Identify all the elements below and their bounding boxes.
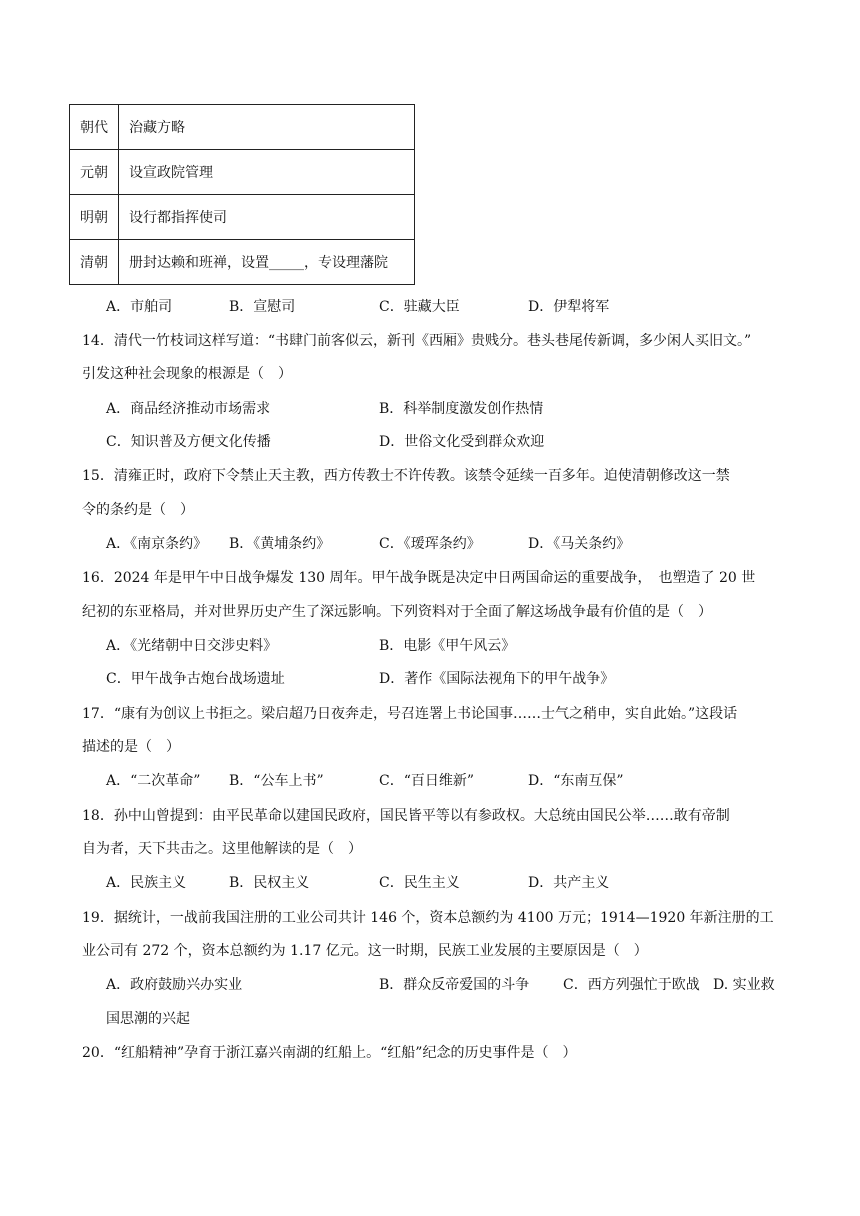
q18-stem-line: 自为者，天下共击之。这里他解读的是（ ） bbox=[82, 841, 362, 857]
q18-option-a[interactable]: A．民族主义 bbox=[106, 875, 187, 891]
q14-option-a[interactable]: A．商品经济推动市场需求 bbox=[106, 401, 271, 417]
table-cell: 设行都指挥使司 bbox=[119, 195, 415, 240]
q14-option-d[interactable]: D．世俗文化受到群众欢迎 bbox=[379, 434, 545, 450]
q17-stem-line: 17．“康有为创议上书拒之。梁启超乃日夜奔走，号召连署上书论国事……士气之稍申，实自此始。”这段话 bbox=[82, 706, 738, 722]
table-cell: 明朝 bbox=[70, 195, 119, 240]
q17-option-b[interactable]: B．“公车上书” bbox=[229, 773, 324, 789]
q19-option-d-continued[interactable]: 国思潮的兴起 bbox=[106, 1011, 190, 1027]
q17-option-a[interactable]: A．“二次革命” bbox=[106, 773, 201, 789]
table-row bbox=[70, 150, 415, 195]
q19-option-a[interactable]: A．政府鼓励兴办实业 bbox=[106, 977, 243, 993]
q15-option-c[interactable]: C．《瑷珲条约》 bbox=[379, 536, 481, 552]
q15-stem-line: 15．清雍正时，政府下令禁止天主教，西方传教士不许传教。该禁令延续一百多年。迫使清朝修改这一禁 bbox=[82, 468, 730, 484]
q17-stem-line: 描述的是（ ） bbox=[82, 739, 180, 755]
q19-option-c[interactable]: C．西方列强忙于欧战 bbox=[563, 977, 700, 993]
q17-option-d[interactable]: D．“东南互保” bbox=[528, 773, 624, 789]
q16-option-d[interactable]: D．著作《国际法视角下的甲午战争》 bbox=[379, 671, 615, 687]
q15-option-b[interactable]: B．《黄埔条约》 bbox=[229, 536, 331, 552]
dynasty-tibet-policy-table bbox=[69, 104, 415, 285]
table-row bbox=[70, 195, 415, 240]
q18-stem-line: 18．孙中山曾提到：由平民革命以建国民政府，国民皆平等以有参政权。大总统由国民公举……敢有帝制 bbox=[82, 808, 730, 824]
q13-option-c[interactable]: C．驻藏大臣 bbox=[379, 299, 460, 315]
table-row bbox=[70, 105, 415, 150]
q15-option-d[interactable]: D．《马关条约》 bbox=[528, 536, 631, 552]
table-row bbox=[70, 240, 415, 285]
table-cell: 朝代 bbox=[70, 105, 119, 150]
q16-option-c[interactable]: C．甲午战争古炮台战场遗址 bbox=[106, 671, 285, 687]
q17-option-c[interactable]: C．“百日维新” bbox=[379, 773, 475, 789]
q14-stem-line: 引发这种社会现象的根源是（ ） bbox=[82, 366, 292, 382]
table-cell: 元朝 bbox=[70, 150, 119, 195]
q16-stem-line: 16．2024 年是甲午中日战争爆发 130 周年。甲午战争既是决定中日两国命运的重要战争， 也塑造了 20 世 bbox=[82, 570, 756, 586]
q14-option-b[interactable]: B．科举制度激发创作热情 bbox=[379, 401, 544, 417]
table-cell: 治藏方略 bbox=[119, 105, 415, 150]
q16-option-b[interactable]: B．电影《甲午风云》 bbox=[379, 638, 516, 654]
q14-stem-line: 14．清代一竹枝词这样写道：“书肆门前客似云，新刊《西厢》贵贱分。巷头巷尾传新调，多少闲人买旧文。” bbox=[82, 333, 752, 349]
q13-option-b[interactable]: B．宣慰司 bbox=[229, 299, 296, 315]
q16-stem-line: 纪初的东亚格局，并对世界历史产生了深远影响。下列资料对于全面了解这场战争最有价值的是（ ） bbox=[82, 604, 712, 620]
table-cell: 清朝 bbox=[70, 240, 119, 285]
q19-stem-line: 19．据统计，一战前我国注册的工业公司共计 146 个，资本总额约为 4100 万元；1914—1920 年新注册的工 bbox=[82, 910, 774, 926]
q19-option-d[interactable]: D. 实业救 bbox=[713, 977, 775, 993]
q15-stem-line: 令的条约是（ ） bbox=[82, 502, 194, 518]
q19-option-b[interactable]: B．群众反帝爱国的斗争 bbox=[379, 977, 530, 993]
q16-option-a[interactable]: A．《光绪朝中日交涉史料》 bbox=[106, 638, 278, 654]
q18-option-b[interactable]: B．民权主义 bbox=[229, 875, 310, 891]
table-cell: 设宣政院管理 bbox=[119, 150, 415, 195]
q18-option-c[interactable]: C．民生主义 bbox=[379, 875, 460, 891]
table-cell: 册封达赖和班禅，设置_____，专设理藩院 bbox=[119, 240, 415, 285]
q18-option-d[interactable]: D．共产主义 bbox=[528, 875, 610, 891]
q14-option-c[interactable]: C．知识普及方便文化传播 bbox=[106, 434, 271, 450]
q15-option-a[interactable]: A．《南京条约》 bbox=[106, 536, 208, 552]
q13-option-a[interactable]: A．市舶司 bbox=[106, 299, 173, 315]
q20-stem-line: 20．“红船精神”孕育于浙江嘉兴南湖的红船上。“红船”纪念的历史事件是（ ） bbox=[82, 1045, 577, 1061]
q19-stem-line: 业公司有 272 个，资本总额约为 1.17 亿元。这一时期，民族工业发展的主要原因是（ ） bbox=[82, 943, 648, 959]
q13-option-d[interactable]: D．伊犁将军 bbox=[528, 299, 610, 315]
